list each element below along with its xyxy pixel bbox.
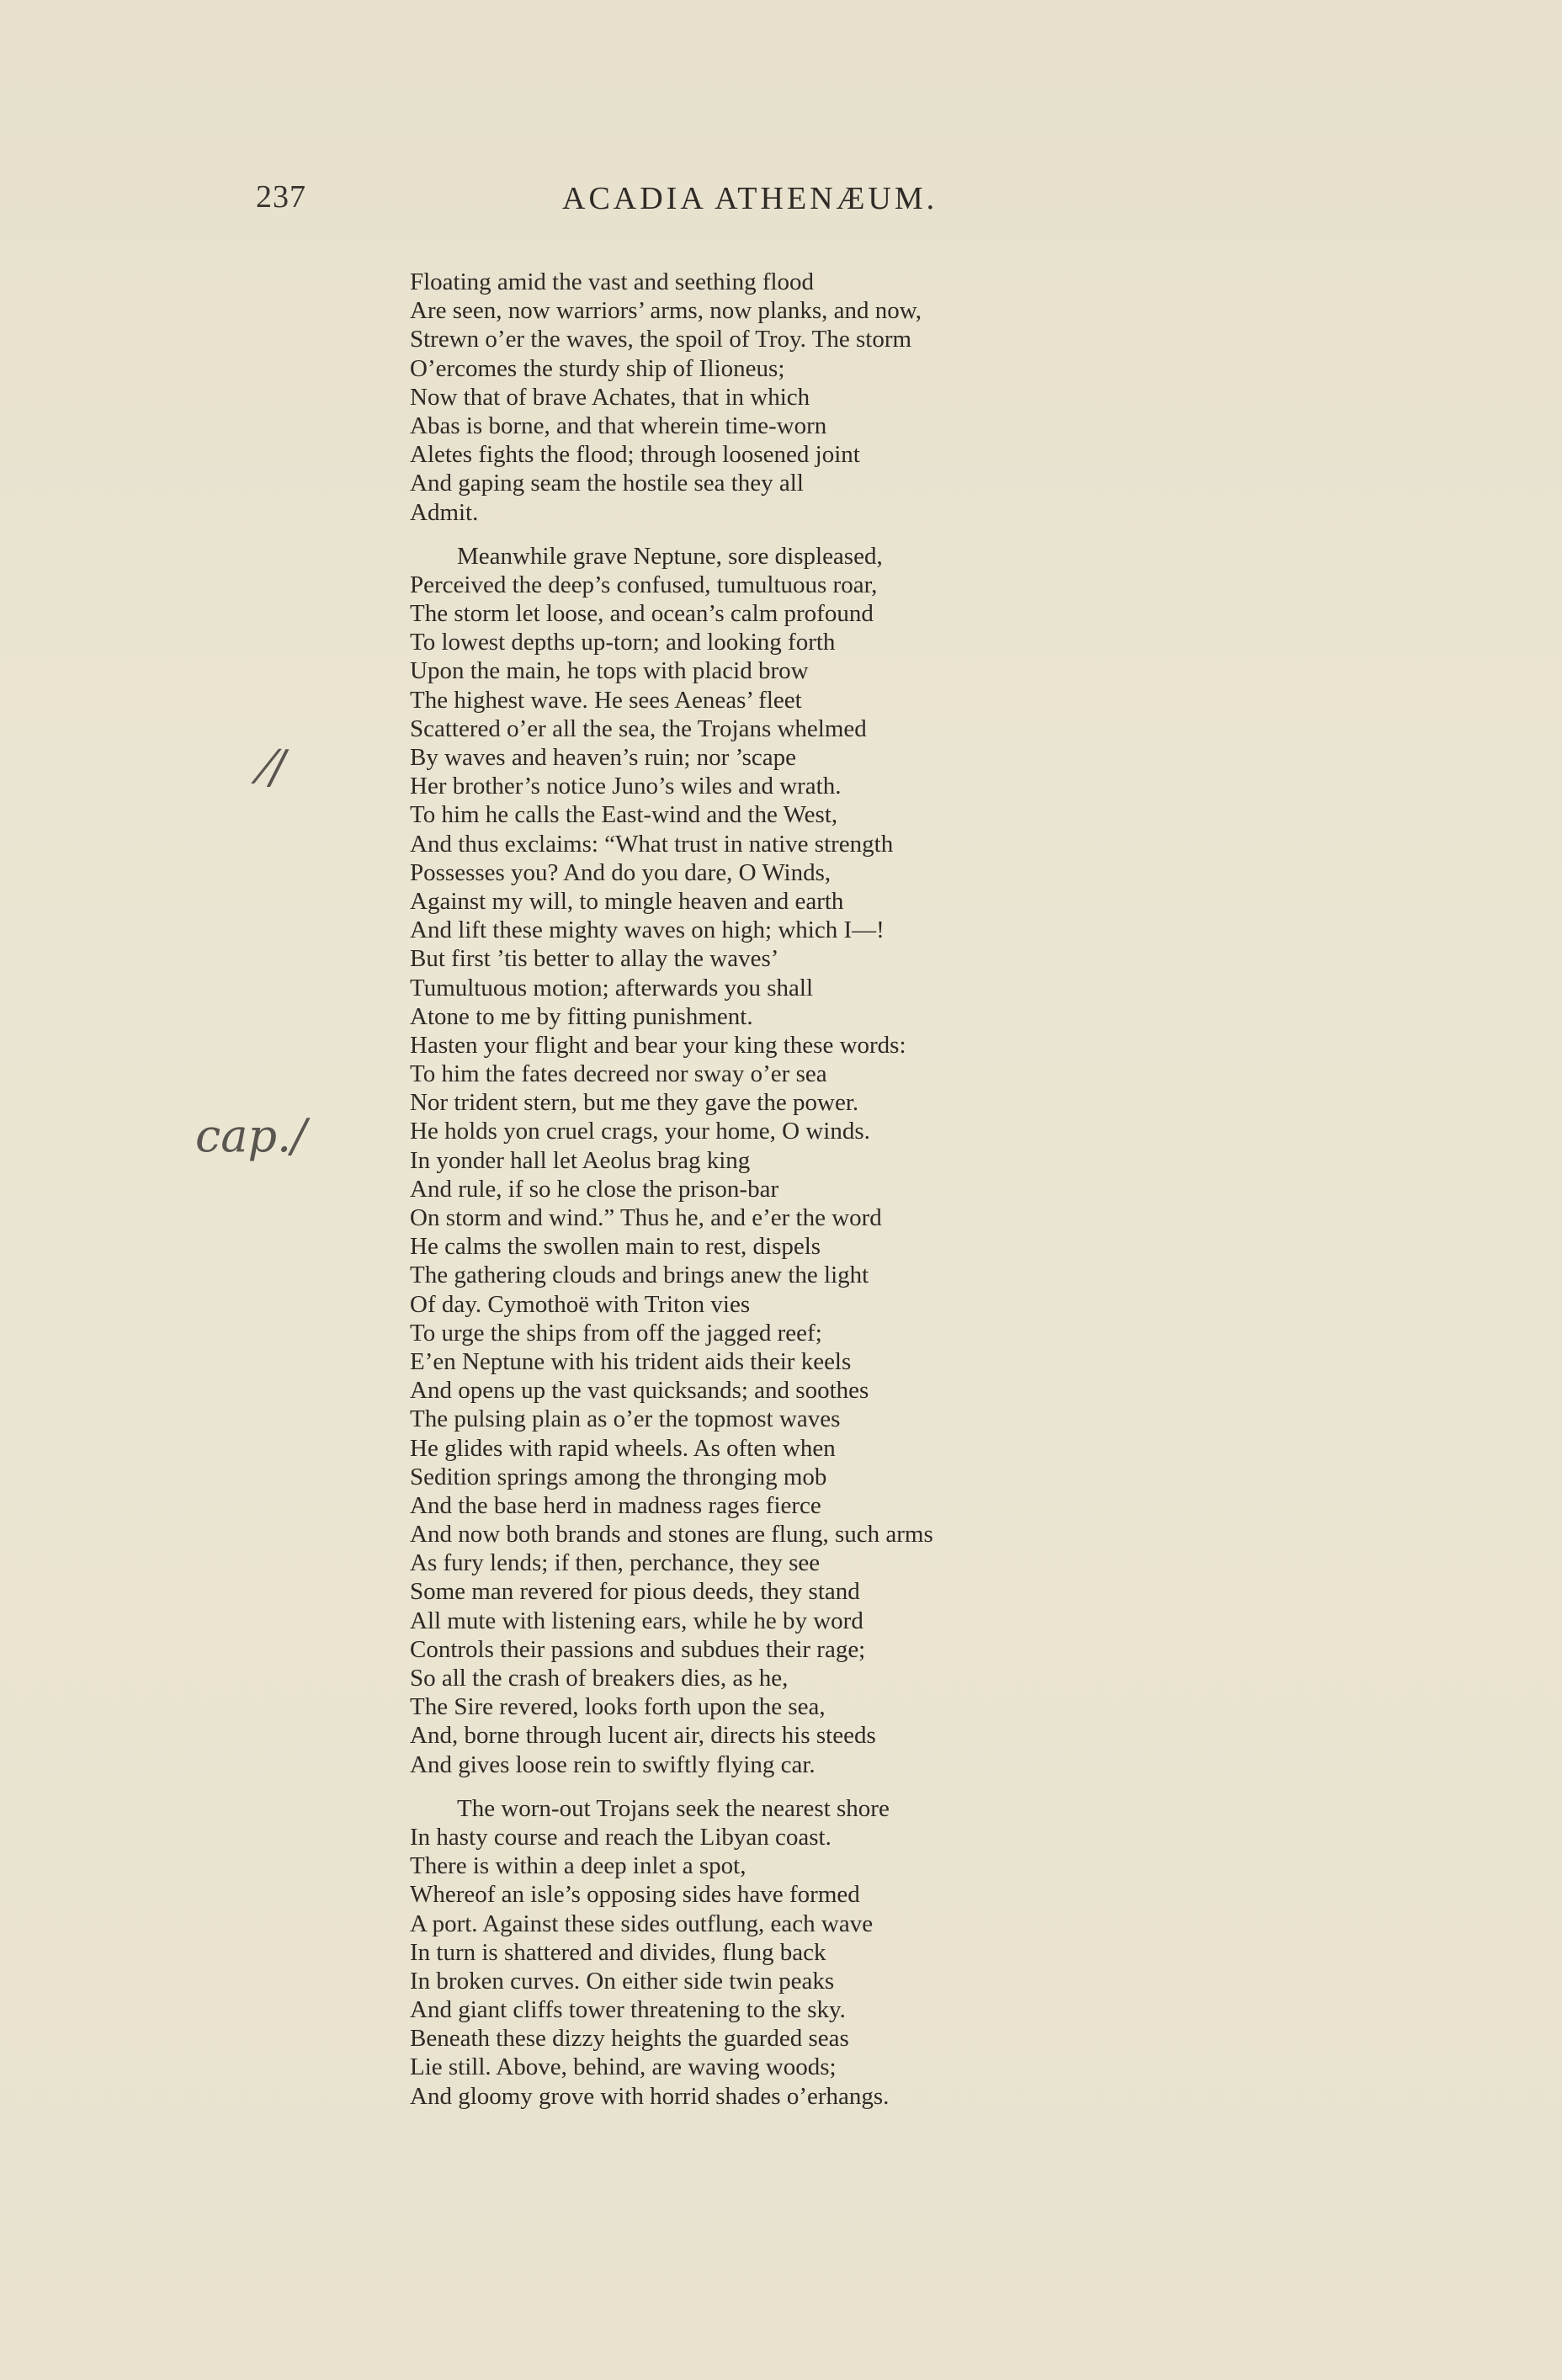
poem-line: Now that of brave Achates, that in which [410, 383, 810, 411]
poem-line: In turn is shattered and divides, flung back [410, 1938, 826, 1966]
margin-note-1: ⁄/ [263, 741, 286, 794]
poem-line: Beneath these dizzy heights the guarded seas [410, 2025, 849, 2053]
poem-line: Sedition springs among the thronging mob [410, 1463, 827, 1490]
poem-line: The gathering clouds and brings anew the light [410, 1262, 869, 1289]
poem-line: And gloomy grove with horrid shades o’erhangs. [410, 2082, 890, 2110]
poem-line: And now both brands and stones are flung, such arms [410, 1521, 933, 1549]
poem-line: Admit. [410, 498, 479, 526]
stanza [410, 1794, 1352, 2111]
poem-line: To him the fates decreed nor sway o’er sea [410, 1060, 827, 1088]
poem-line: Tumultuous motion; afterwards you shall [410, 974, 814, 1001]
poem-line: All mute with listening ears, while he by word [410, 1607, 863, 1634]
poem-line: The worn-out Trojans seek the nearest shore [457, 1794, 890, 1822]
poem-line: And the base herd in madness rages fierce [410, 1491, 821, 1519]
poem-line: And, borne through lucent air, directs his steeds [410, 1722, 876, 1750]
poem-line: E’en Neptune with his trident aids their keels [410, 1347, 852, 1375]
poem-line: To him he calls the East-wind and the West, [410, 801, 838, 829]
poem-line: O’ercomes the sturdy ship of Ilioneus; [410, 354, 785, 382]
poem-line: Atone to me by fitting punishment. [410, 1002, 753, 1030]
poem-line: And rule, if so he close the prison-bar [410, 1175, 779, 1203]
poem-line: Her brother’s notice Juno’s wiles and wrath. [410, 773, 842, 800]
poem-line: Whereof an isle’s opposing sides have formed [410, 1881, 860, 1909]
poem-line: The storm let loose, and ocean’s calm profound [410, 600, 874, 628]
poem-line: In hasty course and reach the Libyan coast. [410, 1823, 831, 1851]
running-head: ACADIA ATHENÆUM. [562, 181, 938, 216]
poem-line: On storm and wind.” Thus he, and e’er the word [410, 1204, 882, 1231]
page-number: 237 [256, 179, 306, 215]
poem-line: By waves and heaven’s ruin; nor ’scape [410, 744, 797, 771]
poem-line: And lift these mighty waves on high; which I—! [410, 916, 885, 944]
poem-line: Of day. Cymothoë with Triton vies [410, 1290, 751, 1318]
poem-line: Some man revered for pious deeds, they stand [410, 1578, 860, 1606]
poem-line: And opens up the vast quicksands; and soothes [410, 1377, 869, 1405]
poem-line: In yonder hall let Aeolus brag king [410, 1146, 751, 1174]
poem-line: Strewn o’er the waves, the spoil of Troy. The storm [410, 326, 912, 353]
poem-line: Controls their passions and subdues their rage; [410, 1635, 866, 1663]
poem-line: Scattered o’er all the sea, the Trojans whelmed [410, 715, 867, 742]
poem-line: To urge the ships from off the jagged reef; [410, 1319, 822, 1347]
poem-line: Nor trident stern, but me they gave the power. [410, 1089, 859, 1117]
poem-line: So all the crash of breakers dies, as he, [410, 1665, 789, 1692]
stanza [410, 268, 1352, 527]
poem-line: Hasten your flight and bear your king these words: [410, 1031, 906, 1059]
poem-line: And gives loose rein to swiftly flying car. [410, 1750, 816, 1778]
poem-line: The pulsing plain as o’er the topmost waves [410, 1405, 841, 1433]
poem-line: But first ’tis better to allay the waves’ [410, 945, 779, 973]
poem-line: Lie still. Above, behind, are waving woods; [410, 2053, 837, 2081]
stanza [410, 542, 1352, 1779]
poem-line: Against my will, to mingle heaven and earth [410, 887, 844, 915]
poem-line: Are seen, now warriors’ arms, now planks, and now, [410, 297, 922, 325]
poem-line: Meanwhile grave Neptune, sore displeased, [457, 542, 883, 570]
poem-body [410, 268, 1352, 2111]
poem-line: He calms the swollen main to rest, dispels [410, 1233, 821, 1261]
poem-line: There is within a deep inlet a spot, [410, 1852, 746, 1880]
poem-line: Abas is borne, and that wherein time-worn [410, 412, 827, 439]
poem-line: Perceived the deep’s confused, tumultuous roar, [410, 571, 878, 598]
poem-line: Upon the main, he tops with placid brow [410, 657, 809, 685]
poem-line: In broken curves. On either side twin peaks [410, 1967, 835, 1995]
poem-line: Possesses you? And do you dare, O Winds, [410, 858, 831, 886]
poem-line: And giant cliffs tower threatening to the sky. [410, 1996, 846, 2024]
poem-line: To lowest depths up-torn; and looking forth [410, 629, 836, 656]
poem-line: As fury lends; if then, perchance, they see [410, 1549, 821, 1577]
poem-line: The highest wave. He sees Aeneas’ fleet [410, 686, 802, 714]
poem-line: And gaping seam the hostile sea they all [410, 470, 804, 497]
poem-line: A port. Against these sides outflung, each wave [410, 1910, 874, 1937]
poem-line: The Sire revered, looks forth upon the sea, [410, 1693, 826, 1721]
margin-note-2: cap./ [195, 1109, 307, 1162]
poem-line: Aletes fights the flood; through loosened joint [410, 441, 860, 469]
poem-line: And thus exclaims: “What trust in native strength [410, 830, 894, 858]
poem-line: Floating amid the vast and seething flood [410, 268, 815, 295]
poem-line: He holds yon cruel crags, your home, O winds. [410, 1118, 870, 1145]
poem-line: He glides with rapid wheels. As often when [410, 1434, 836, 1462]
